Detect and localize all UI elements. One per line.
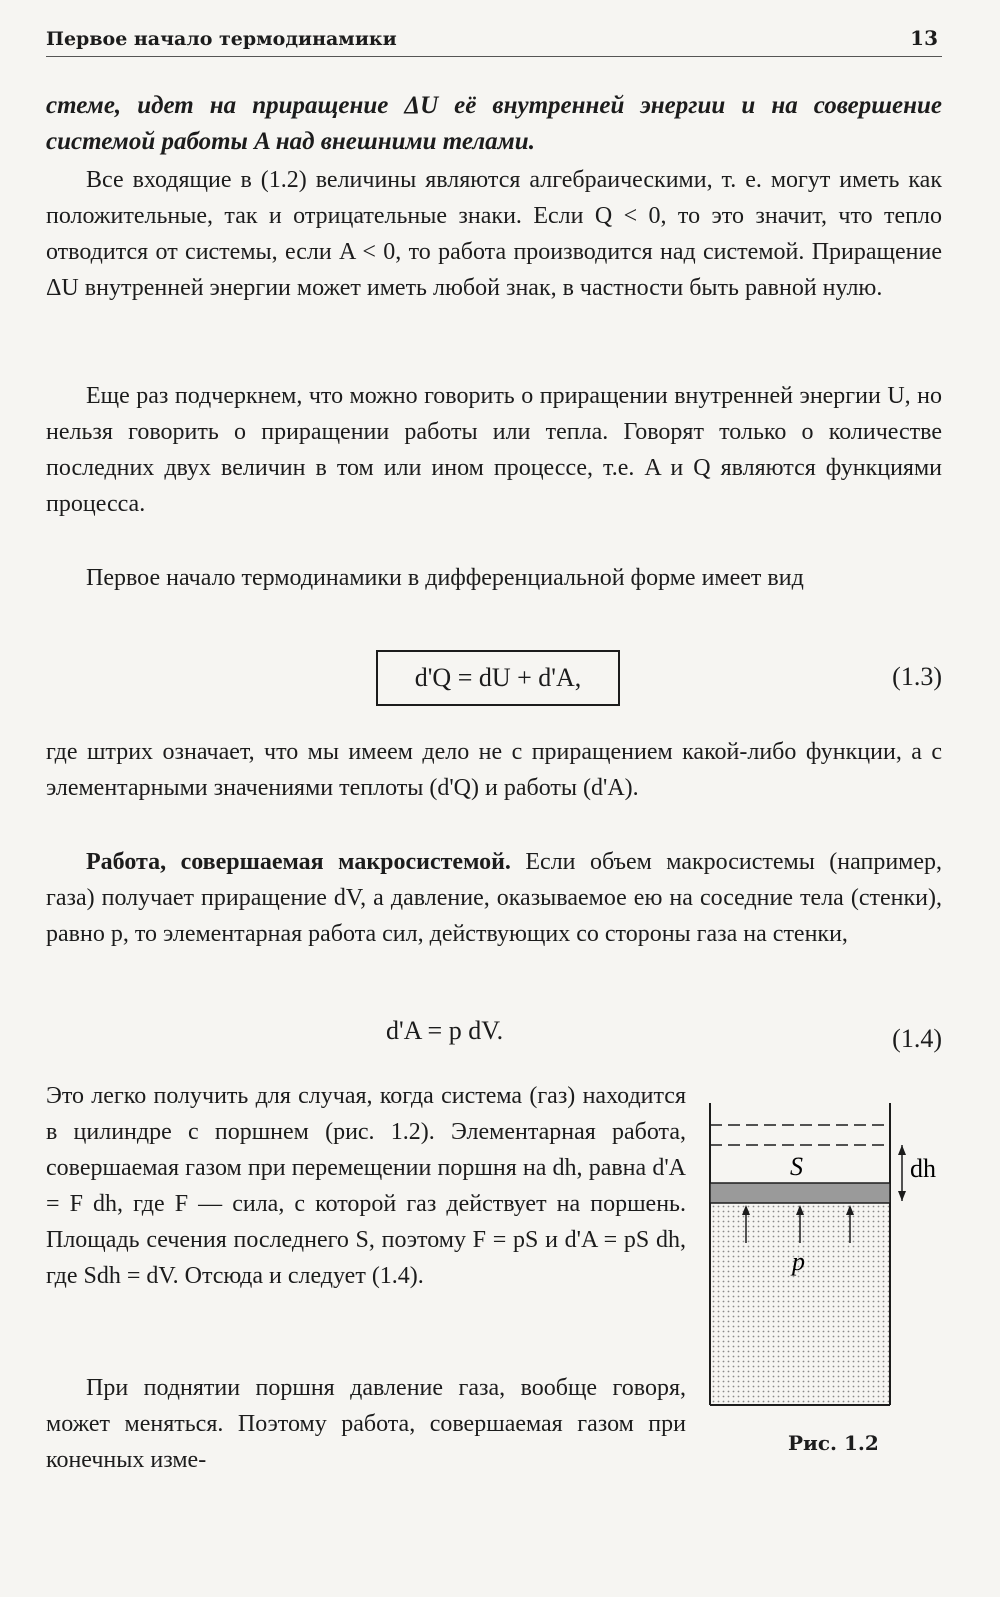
page (46, 0, 946, 1597)
intro-continuation: стеме, идет на приращение ΔU её внутренней энергии и на совершение системой работы A над внешними телами. (46, 92, 942, 155)
cylinder-diagram (702, 1095, 942, 1425)
dh-arrow-head-up (898, 1145, 906, 1155)
running-header (46, 26, 942, 57)
paragraph-differential-form: Первое начало термодинамики в дифференциальной форме имеет вид (86, 565, 804, 591)
paragraph-prime-meaning: где штрих означает, что мы имеем дело не с приращением какой-либо функции, а с элементарными значениями теплоты (d'Q) и работы (d'A). (46, 739, 942, 801)
paragraph-cylinder: Это легко получить для случая, когда система (газ) находится в цилиндре с поршнем (рис. 1.2). Элементарная работа, совершаемая газом при перемещении поршня на dh, равна d'A = F dh, где F — сила, с которой газ действует на поршень. Площадь сечения последнего S, поэтому F = pS и d'A = pS dh, где Sdh = dV. Отсюда и следует (1.4). (46, 1083, 686, 1289)
equation-label: (1.3) (892, 662, 942, 691)
paragraph-emphasis: Еще раз подчеркнем, что можно говорить о приращении внутренней энергии U, но нельзя говорить о приращении работы или тепла. Говорят только о количестве последних двух величин в том или ином процессе, т.е. A и Q являются функциями процесса. (46, 383, 943, 517)
figure-cylinder (702, 1095, 942, 1475)
paragraph-algebraic: Все входящие в (1.2) величины являются алгебраическими, т. е. могут иметь как положительные, так и отрицательные знаки. Если Q < 0, то это значит, что тепло отводится от системы, если A < 0, то работа производится над системой. Приращение ΔU внутренней энергии может иметь любой знак, в частности быть равной нулю. (46, 167, 942, 301)
label-S: S (790, 1152, 803, 1181)
section-lead: Работа, совершаемая макросистемой. (86, 849, 511, 875)
formula: d'A = p dV. (386, 1016, 504, 1045)
paragraph-work (46, 844, 942, 952)
dh-arrow-head-down (898, 1191, 906, 1201)
figure-caption: Рис. 1.2 (788, 1431, 879, 1455)
header-title: Первое начало термодинамики (46, 28, 397, 50)
page-number: 13 (910, 26, 938, 50)
label-dh: dh (910, 1154, 936, 1183)
equation-1-4 (46, 1012, 942, 1072)
equation-1-3 (46, 650, 942, 710)
paragraph-work-text: Если объем макросистемы (например, газа) получает приращение dV, а давление, оказываемое ею на соседние тела (стенки), равно p, то элементарная работа сил, действующих со стороны газа на стенки, (46, 849, 942, 947)
boxed-formula: d'Q = dU + d'A, (376, 650, 620, 706)
label-p: p (792, 1247, 805, 1276)
paragraph-pressure-change: При поднятии поршня давление газа, вообще говоря, может меняться. Поэтому работа, совершаемая газом при конечных изме- (46, 1375, 686, 1473)
equation-label: (1.4) (892, 1024, 942, 1053)
piston (710, 1183, 890, 1203)
